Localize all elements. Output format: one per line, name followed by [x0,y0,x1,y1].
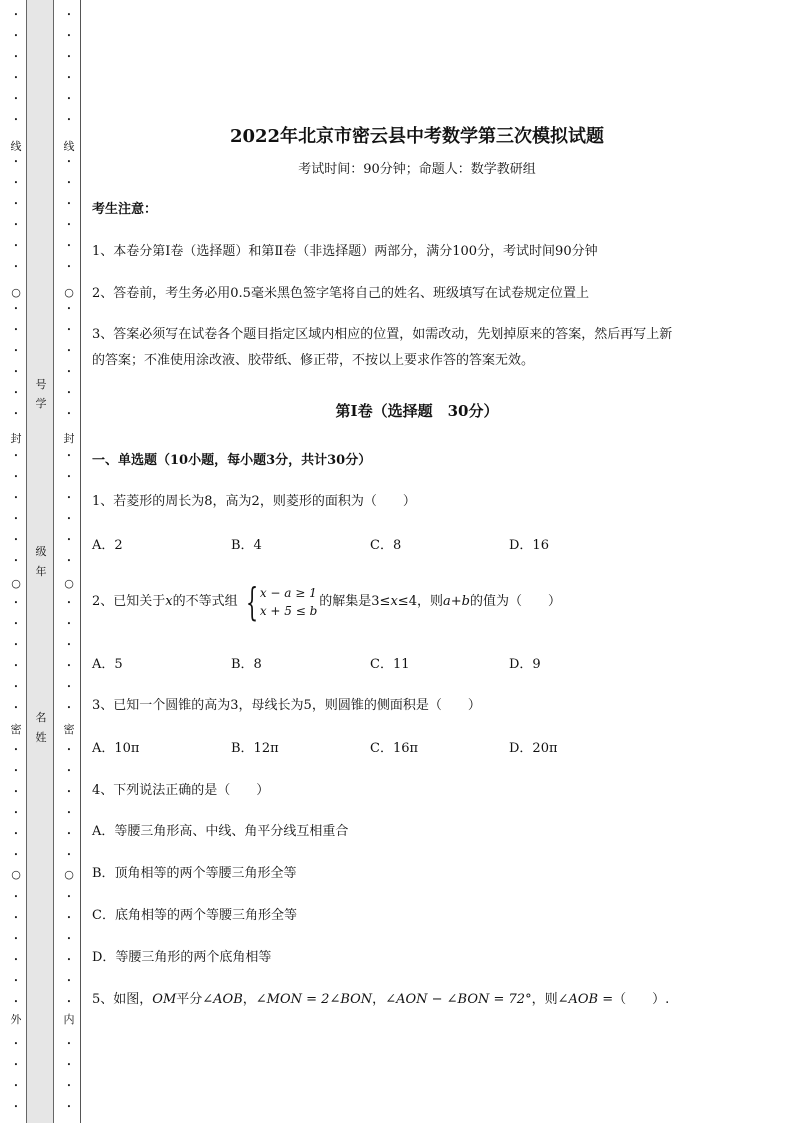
binding-right-dot: • [66,179,72,187]
question-5-om: OM [152,992,177,1007]
question-2-text-c: 的解集是3≤ [319,594,391,609]
binding-right-dot: • [66,620,72,628]
question-5-ask: ∠AOB = [557,992,614,1007]
binding-right-dot: • [66,515,72,523]
binding-left-dot: • [13,662,19,670]
question-3-option-d[interactable]: D．20π [509,741,558,756]
binding-right-mark: 封 [63,432,75,445]
binding-right-dot: • [66,263,72,271]
question-2-options [92,655,732,675]
binding-left-dot: • [13,95,19,103]
question-2-text-b: 的不等式组 [172,594,238,609]
binding-left-dot: • [13,788,19,796]
question-2-var-x-2: x [390,594,398,609]
notice-item-3: 3、答案必须写在试卷各个题目指定区域内相应的位置，如需改动，先划掉原来的答案，然后再写上新 [92,327,673,342]
binding-left-dot: • [13,221,19,229]
binding-left-dot: • [13,53,19,61]
question-2-var-ab: a+b [442,594,470,609]
question-5-stem: 5、如图，OM平分∠AOB，∠MON = 2∠BON，∠AON − ∠BON = 72°，则∠AOB =（ ）. [92,992,670,1007]
binding-left-dot: • [13,179,19,187]
name-label-1: 名 [35,711,47,724]
binding-right-dot: • [66,662,72,670]
page-subtitle: 考试时间：90分钟；命题人：数学教研组 [298,162,536,177]
binding-right-dot: • [66,11,72,19]
binding-right-dot: • [66,599,72,607]
question-3-option-b[interactable]: B．12π [231,741,279,756]
binding-left-dot: • [13,893,19,901]
question-2-text-e: 的值为（ ） [469,594,561,609]
binding-right-dot: • [66,389,72,397]
binding-right-dot: • [66,641,72,649]
notice-item-2: 2、答卷前，考生务必用0.5毫米黑色签字笔将自己的姓名、班级填写在试卷规定位置上 [92,286,589,301]
binding-left-dot: • [13,473,19,481]
binding-right-dot: • [66,326,72,334]
binding-right-dot: • [66,683,72,691]
binding-left-dot: • [13,368,19,376]
binding-right-dot: • [66,347,72,355]
binding-right-dot: • [66,116,72,124]
binding-left-dot: • [13,200,19,208]
binding-left-mark: ○ [11,577,21,590]
binding-left-dot: • [13,158,19,166]
binding-right-mark: 密 [63,723,75,736]
binding-right-dot: • [66,1040,72,1048]
binding-right-dot: • [66,536,72,544]
binding-right-mark: ○ [64,868,74,881]
question-2-text-d: ≤4，则 [397,594,443,609]
binding-right-dot: • [66,305,72,313]
binding-right-mark: ○ [64,286,74,299]
question-5-text-d: （ ）. [613,992,670,1007]
binding-left-dot: • [13,263,19,271]
name-label-2: 姓 [35,731,47,744]
inequality-1: x − a ≥ 1 [259,586,317,600]
question-1-option-a[interactable]: A．2 [92,538,123,553]
grade-label-1: 级 [35,545,47,558]
binding-left-mark: ○ [11,868,21,881]
binding-left-mark: ○ [11,286,21,299]
binding-right-dot: • [66,32,72,40]
question-2-option-b[interactable]: B．8 [231,657,262,672]
section-title: 第Ⅰ卷（选择题 30分） [335,402,499,420]
binding-right-dot: • [66,557,72,565]
binding-left-dot: • [13,515,19,523]
notice-item-3-cont: 的答案；不准使用涂改液、胶带纸、修正带，不按以上要求作答的答案无效。 [92,353,535,368]
binding-left-dot: • [13,326,19,334]
binding-right-dot: • [66,977,72,985]
binding-left-dot: • [13,74,19,82]
binding-right-dot: • [66,893,72,901]
binding-right-dot: • [66,851,72,859]
binding-left-dot: • [13,536,19,544]
binding-left-dot: • [13,956,19,964]
question-2-option-a[interactable]: A．5 [92,657,123,672]
inequality-system [240,580,318,624]
binding-left-dot: • [13,11,19,19]
binding-right-dot: • [66,914,72,922]
question-3-stem: 3、已知一个圆锥的高为3，母线长为5，则圆锥的侧面积是（ ） [92,698,481,713]
question-4-stem: 4、下列说法正确的是（ ） [92,783,270,798]
binding-right-dot: • [66,1082,72,1090]
binding-right-mark: 内 [63,1013,75,1026]
question-1-options [92,536,732,556]
binding-left-dot: • [13,1061,19,1069]
question-5-cond-2: ∠AON − ∠BON = 72° [385,992,532,1007]
question-3-options [92,739,732,759]
question-5-text-b: 平分 [176,992,203,1007]
binding-right-dot: • [66,704,72,712]
binding-left-dot: • [13,851,19,859]
binding-left-dot: • [13,1103,19,1111]
binding-left-dot: • [13,620,19,628]
binding-left-dot: • [13,557,19,565]
question-1-option-c[interactable]: C．8 [370,538,402,553]
binding-right-dot: • [66,200,72,208]
binding-left-mark: 封 [10,432,22,445]
binding-left-mark: 密 [10,723,22,736]
binding-right-dot: • [66,74,72,82]
page-title: 2022年北京市密云县中考数学第三次模拟试题 [229,126,605,147]
binding-right-dot: • [66,746,72,754]
question-2-stem [92,582,752,622]
question-4-option-a[interactable]: A．等腰三角形高、中线、角平分线互相重合 [92,824,349,839]
binding-left-dot: • [13,830,19,838]
question-2-option-c[interactable]: C．11 [370,657,410,672]
binding-right-mark: 线 [63,140,75,153]
binding-left-dot: • [13,977,19,985]
binding-right-dot: • [66,788,72,796]
binding-left-dot: • [13,242,19,250]
binding-right-dot: • [66,242,72,250]
question-3-option-c[interactable]: C．16π [370,741,419,756]
brace-symbol: { [245,580,258,624]
question-5-aob: ∠AOB [202,992,243,1007]
binding-right-dot: • [66,158,72,166]
student-id-label-2: 学 [35,397,47,410]
question-4-option-b[interactable]: B．顶角相等的两个等腰三角形全等 [92,866,297,881]
binding-right-dot: • [66,1061,72,1069]
binding-right-dot: • [66,452,72,460]
binding-right-dot: • [66,767,72,775]
binding-left-dot: • [13,914,19,922]
question-1-stem: 1、若菱形的周长为8，高为2，则菱形的面积为（ ） [92,494,416,509]
binding-left-dot: • [13,809,19,817]
question-5-text-c: ，则 [531,992,558,1007]
notice-heading: 考生注意： [92,202,158,217]
student-id-label-1: 号 [35,378,47,391]
question-1-option-d[interactable]: D．16 [509,538,549,553]
notice-item-1: 1、本卷分第Ⅰ卷（选择题）和第Ⅱ卷（非选择题）两部分，满分100分，考试时间90分钟 [92,244,598,259]
binding-left-dot: • [13,32,19,40]
binding-left-dot: • [13,1040,19,1048]
binding-left-dot: • [13,452,19,460]
binding-left-dot: • [13,641,19,649]
binding-left-dot: • [13,704,19,712]
binding-left-dot: • [13,305,19,313]
binding-right-dot: • [66,473,72,481]
question-2-var-x: x [165,594,173,609]
binding-left-dot: • [13,410,19,418]
binding-left-dot: • [13,935,19,943]
part-heading: 一、单选题（10小题，每小题3分，共计30分） [92,453,372,468]
binding-left-dot: • [13,116,19,124]
inequality-2: x + 5 ≤ b [259,604,318,618]
binding-right-dot: • [66,830,72,838]
binding-left-mark: 线 [10,140,22,153]
question-4-option-c[interactable]: C．底角相等的两个等腰三角形全等 [92,908,297,923]
binding-left-dot: • [13,347,19,355]
question-4-option-d[interactable]: D．等腰三角形的两个底角相等 [92,950,272,965]
binding-right-mark: ○ [64,577,74,590]
binding-right-dot: • [66,956,72,964]
binding-right-dot: • [66,494,72,502]
binding-left-mark: 外 [10,1013,22,1026]
binding-right-dot: • [66,998,72,1006]
binding-right-dot: • [66,809,72,817]
binding-right-dot: • [66,368,72,376]
grade-label-2: 年 [35,565,47,578]
binding-right-dot: • [66,53,72,61]
binding-right-dot: • [66,221,72,229]
question-2-text-a: 2、已知关于 [92,594,166,609]
binding-left-dot: • [13,767,19,775]
binding-left-dot: • [13,599,19,607]
question-3-option-a[interactable]: A．10π [92,741,140,756]
question-1-option-b[interactable]: B．4 [231,538,262,553]
binding-right-dot: • [66,95,72,103]
binding-left-dot: • [13,683,19,691]
binding-left-dot: • [13,998,19,1006]
binding-left-dot: • [13,1082,19,1090]
binding-left-dot: • [13,494,19,502]
binding-right-dot: • [66,410,72,418]
question-5-cond-1: ∠MON = 2∠BON [255,992,373,1007]
binding-right-dot: • [66,935,72,943]
question-5-text-a: 5、如图， [92,992,153,1007]
binding-right-dot: • [66,1103,72,1111]
binding-left-dot: • [13,389,19,397]
question-2-option-d[interactable]: D．9 [509,657,541,672]
binding-left-dot: • [13,746,19,754]
